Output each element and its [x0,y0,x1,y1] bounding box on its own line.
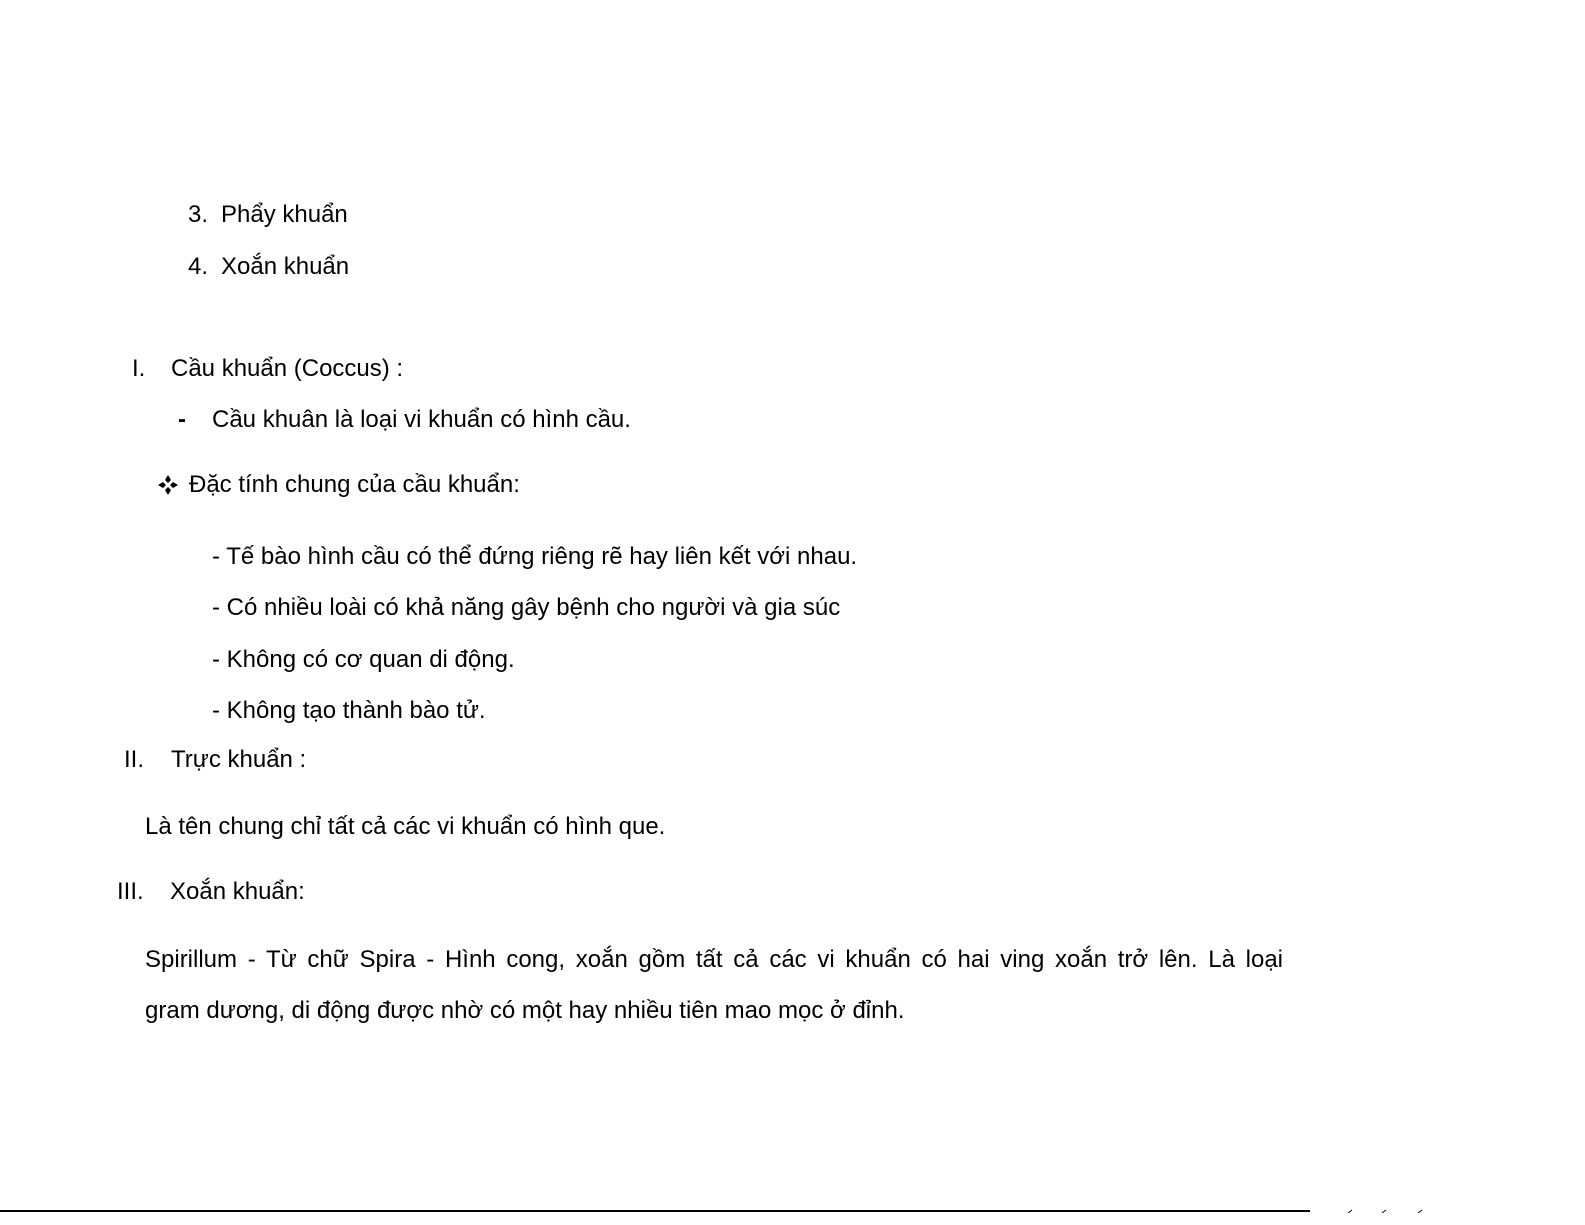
section-body-line: gram dương, di động được nhờ có một hay nhiều tiên mao mọc ở đỉnh. [145,997,905,1024]
property-item: - Tế bào hình cầu có thể đứng riêng rẽ hay liên kết với nhau. [212,543,858,570]
list-item-text: Phẩy khuẩn [221,201,348,228]
list-number: 4. [188,253,209,280]
section-heading: Trực khuẩn : [171,746,307,773]
diamond-bullet-icon [157,474,179,496]
dash-item-text: Cầu khuân là loại vi khuẩn có hình cầu. [212,406,631,433]
list-item-text: Xoắn khuẩn [221,253,350,280]
page-edge-marks [1330,1207,1450,1213]
dash-marker: - [178,406,186,433]
list-number: 3. [188,201,209,228]
section-numeral: II. [124,746,145,773]
section-body-line: Spirillum - Từ chữ Spira - Hình cong, xoắn gồm tất cả các vi khuẩn có hai ving xoắn trở lên. Là loại [145,946,1283,973]
property-item: - Không tạo thành bào tử. [212,697,486,724]
section-heading: Xoắn khuẩn: [170,878,305,905]
section-heading: Cầu khuẩn (Coccus) : [171,355,404,382]
property-item: - Có nhiều loài có khả năng gây bệnh cho người và gia súc [212,594,841,621]
section-numeral: I. [132,355,146,382]
section-body: Là tên chung chỉ tất cả các vi khuẩn có hình que. [145,813,666,840]
subheading: Đặc tính chung của cầu khuẩn: [189,471,520,498]
page-bottom-rule [0,1210,1310,1212]
property-item: - Không có cơ quan di động. [212,646,515,673]
section-numeral: III. [117,878,144,905]
